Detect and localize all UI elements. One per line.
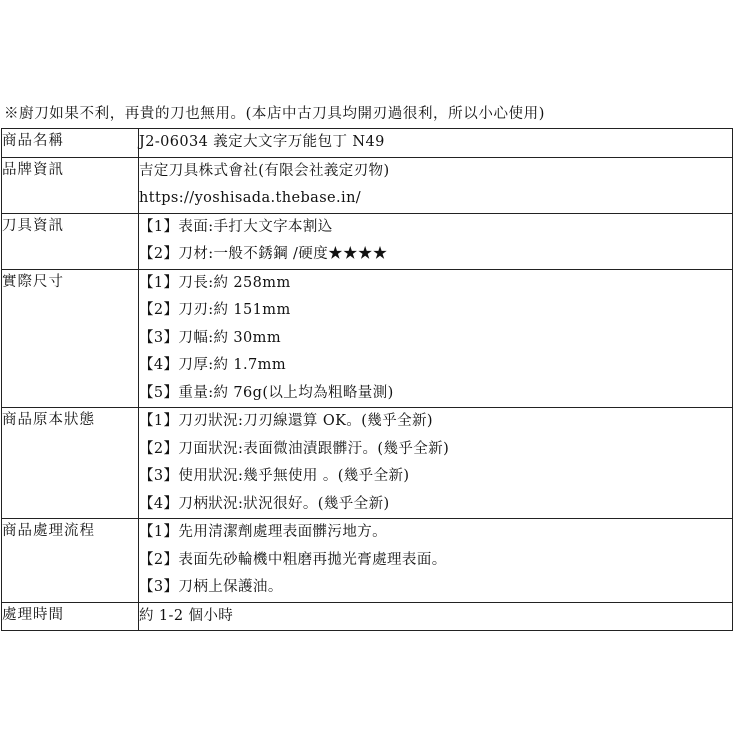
label-dimensions: 實際尺寸	[2, 269, 139, 408]
dimension-line-3: 【3】刀幅:約 30mm	[139, 329, 281, 346]
product-name-line-1: J2-06034 義定大文字万能包丁 N49	[139, 134, 385, 150]
product-spec-table	[1, 128, 733, 631]
value-processing-time	[139, 602, 733, 631]
row-product-name	[2, 129, 733, 158]
row-processing-time	[2, 602, 733, 631]
value-brand-info	[139, 157, 733, 213]
processing-time-line: 約 1-2 個小時	[139, 607, 234, 624]
brand-url-link[interactable]: https://yoshisada.thebase.in/	[139, 190, 362, 206]
value-dimensions	[139, 269, 733, 408]
row-brand-info	[2, 157, 733, 213]
knife-info-line-1: 【1】表面:手打大文字本割込	[139, 218, 333, 235]
label-knife-info: 刀具資訊	[2, 213, 139, 269]
brand-name-line: 吉定刀具株式會社(有限会社義定刃物)	[139, 162, 390, 179]
row-dimensions	[2, 269, 733, 408]
condition-line-1: 【1】刀刃狀況:刀刃線還算 OK。(幾乎全新)	[139, 413, 433, 429]
value-product-name	[139, 129, 733, 158]
label-brand-info: 品牌資訊	[2, 157, 139, 213]
label-original-condition: 商品原本狀態	[2, 408, 139, 519]
condition-line-2: 【2】刀面狀況:表面微油漬跟髒汙。(幾乎全新)	[139, 440, 450, 457]
row-processing-steps	[2, 519, 733, 603]
row-original-condition	[2, 408, 733, 519]
dimension-line-4: 【4】刀厚:約 1.7mm	[139, 357, 286, 373]
label-processing-time: 處理時間	[2, 602, 139, 631]
notice-text: ※廚刀如果不利，再貴的刀也無用。(本店中古刀具均開刃過很利，所以小心使用)	[4, 106, 546, 122]
knife-info-line-2: 【2】刀材:一般不銹鋼 /硬度★★★★	[139, 246, 388, 262]
condition-line-4: 【4】刀柄狀況:狀況很好。(幾乎全新)	[139, 495, 390, 512]
value-processing-steps	[139, 519, 733, 603]
value-original-condition	[139, 408, 733, 519]
label-processing-steps: 商品處理流程	[2, 519, 139, 603]
processing-line-2: 【2】表面先砂輪機中粗磨再拋光膏處理表面。	[139, 551, 447, 568]
value-knife-info	[139, 213, 733, 269]
row-knife-info	[2, 213, 733, 269]
dimension-line-2: 【2】刀刃:約 151mm	[139, 302, 291, 318]
condition-line-3: 【3】使用狀況:幾乎無使用 。(幾乎全新)	[139, 468, 410, 484]
dimension-line-5: 【5】重量:約 76g(以上均為粗略量測)	[139, 384, 394, 401]
processing-line-1: 【1】先用清潔劑處理表面髒污地方。	[139, 524, 388, 540]
label-product-name: 商品名稱	[2, 129, 139, 158]
processing-line-3: 【3】刀柄上保護油。	[139, 579, 283, 595]
dimension-line-1: 【1】刀長:約 258mm	[139, 274, 291, 291]
